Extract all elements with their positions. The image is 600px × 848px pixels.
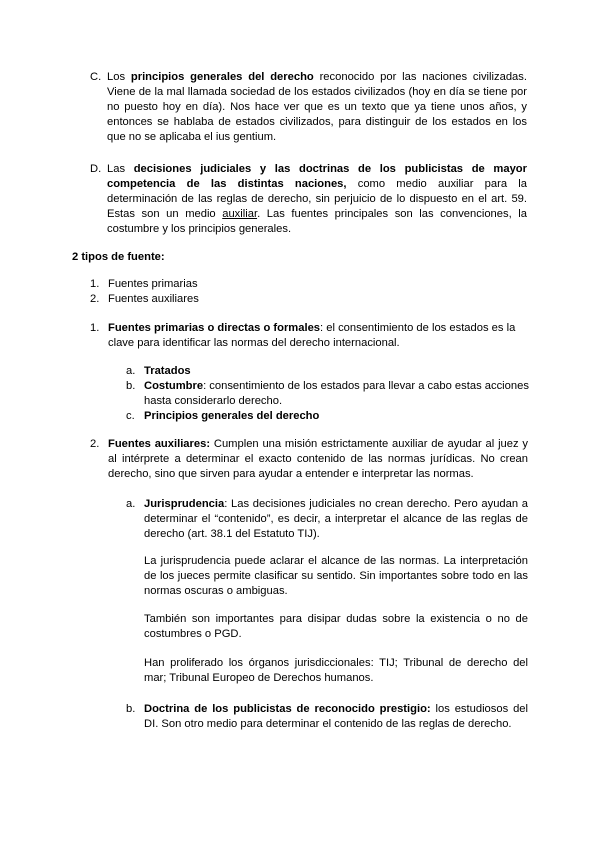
list-marker: 1. — [90, 278, 100, 290]
paragraph-doctrina — [144, 702, 528, 732]
bold-term: Jurisprudencia — [144, 498, 225, 510]
bold-term: Doctrina de los publicistas de reconocido prestigio: — [144, 703, 431, 715]
text: Los — [107, 71, 131, 83]
bold-term: Tratados — [144, 365, 191, 377]
paragraph-jurisprudencia-alcance: La jurisprudencia puede aclarar el alcance de las normas. La interpretación de los jueces permite clasificar su sentido. Sin importantes sobre todo en las normas oscuras o ambiguas. — [144, 555, 528, 597]
list-marker: 2. — [90, 293, 100, 305]
text: reconocido por las naciones civilizadas. Viene de la mal llamada sociedad de los estados civilizados (hoy en día se tiene por no puesto hoy en día). Nos hace ver que es un texto que ya tiene unos años, y entonces se hablaba de estados civilizados, para distinguir de los estados en los que no se aplicaba el ius gentium. — [107, 71, 527, 143]
underlined-word: auxiliar — [222, 208, 258, 220]
bold-term: Fuentes auxiliares: — [108, 438, 211, 450]
paragraph-fuentes-auxiliares — [108, 437, 528, 482]
list-item-costumbre — [144, 379, 530, 409]
list-item-fuentes-auxiliares: Fuentes auxiliares — [108, 293, 199, 305]
list-marker-d: D. — [90, 163, 102, 175]
list-marker-c: C. — [90, 71, 102, 83]
bold-term: Fuentes primarias o directas o formales — [108, 322, 321, 334]
bold-term: decisiones judiciales y las doctrinas de los publicistas de mayor competencia de las distintas naciones, — [107, 163, 527, 190]
paragraph-jurisprudencia — [144, 497, 528, 542]
heading-text: 2 tipos de fuente: — [72, 251, 165, 263]
text: . Las fuentes principales son las convenciones, la costumbre y los principios generales. — [107, 208, 527, 235]
bold-term: Costumbre — [144, 380, 204, 392]
section-heading — [72, 250, 165, 265]
paragraph-principios-generales — [107, 70, 527, 145]
list-marker: b. — [126, 703, 136, 715]
list-item-tratados — [144, 364, 191, 379]
list-marker: a. — [126, 365, 136, 377]
bold-term: Principios generales del derecho — [144, 410, 320, 422]
text: : el consentimiento de los estados es la clave para identificar las normas del derecho internacional. — [108, 322, 516, 349]
paragraph-decisiones-judiciales — [107, 162, 527, 237]
list-marker: b. — [126, 380, 136, 392]
text: Cumplen una misión estrictamente auxiliar de ayudar al juez y al intérprete a determinar el exacto contenido de las normas jurídicas. No crean derecho, sino que sirven para ayudar a entender e interpretar las normas. — [108, 438, 528, 480]
text: : Las decisiones judiciales no crean derecho. Pero ayudan a determinar el “contenido”, es decir, a interpretar el alcance de las reglas de derecho (art. 38.1 del Estatuto TIJ). — [144, 498, 528, 540]
list-marker: a. — [126, 498, 136, 510]
text: Las — [107, 163, 134, 175]
bold-term: principios generales del derecho — [130, 71, 314, 83]
paragraph-organos-jurisdiccionales: Han proliferado los órganos jurisdiccionales: TIJ; Tribunal de derecho del mar; Tribunal Europeo de Derechos humanos. — [144, 657, 528, 684]
text: los estudiosos del DI. Son otro medio para determinar el contenido de las reglas de derecho. — [144, 703, 528, 730]
list-marker: 2. — [90, 438, 100, 450]
text: : consentimiento de los estados para llevar a cabo estas acciones hasta considerarlo derecho. — [144, 380, 529, 407]
text: como medio auxiliar para la determinación de las reglas de derecho, sin perjuicio de lo dispuesto en el art. 59. Estas son un medio — [107, 178, 527, 220]
list-item-fuentes-primarias: Fuentes primarias — [108, 278, 198, 290]
paragraph-fuentes-primarias — [108, 321, 528, 351]
list-marker: c. — [126, 410, 135, 422]
list-item-principios-generales — [144, 409, 319, 424]
paragraph-jurisprudencia-dudas: También son importantes para disipar dudas sobre la existencia o no de costumbres o PGD. — [144, 613, 528, 640]
list-marker: 1. — [90, 322, 100, 334]
